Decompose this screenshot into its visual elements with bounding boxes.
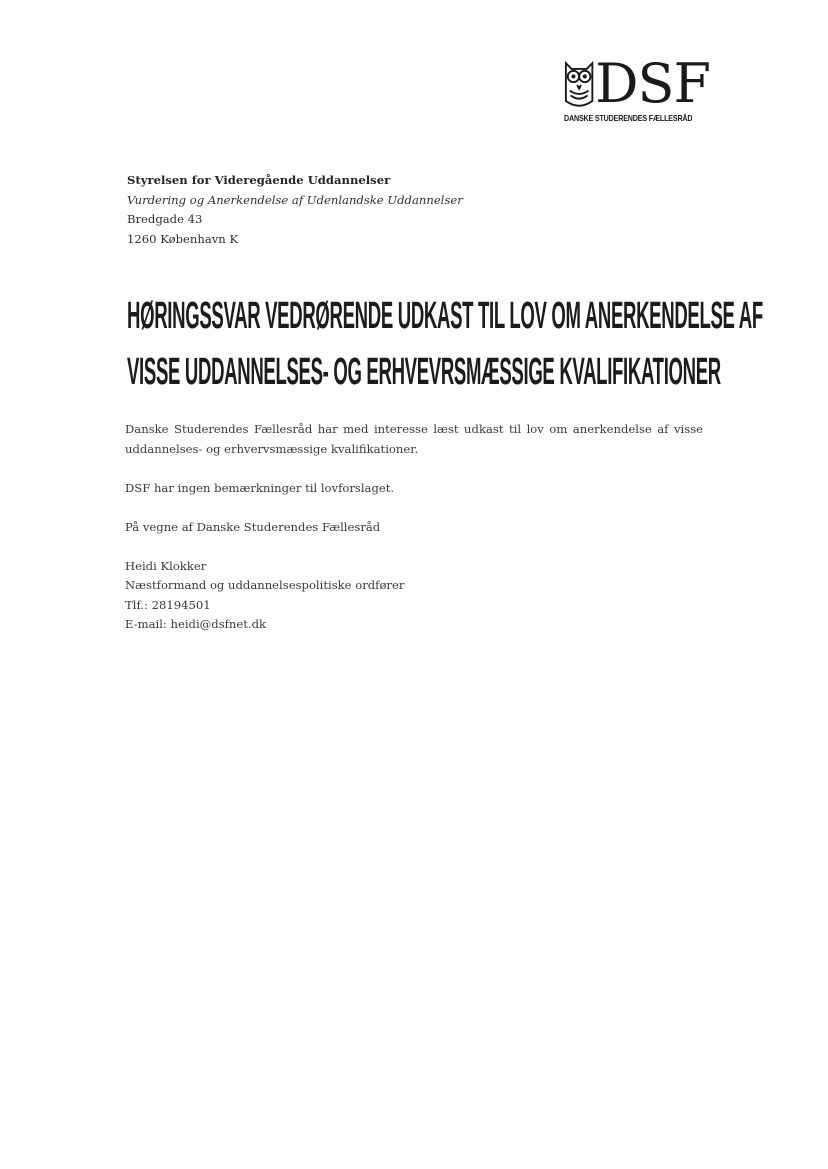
recipient-organization: Styrelsen for Videregående Uddannelser	[127, 173, 391, 187]
logo-subtitle: DANSKE STUDERENDES FÆLLESRÅD	[564, 113, 693, 123]
recipient-city: 1260 København K	[127, 231, 239, 246]
headline-line-2: VISSE UDDANNELSES- OG ERHVEVRSMÆSSIGE KVALIFIKATIONER	[127, 350, 721, 394]
body-paragraph-1: Danske Studerendes Fællesråd har med interesse læst udkast til lov om anerkendelse af visse uddannelses- og erhvervsmæssige kvalifikationer.	[125, 422, 703, 456]
recipient-department: Vurdering og Anerkendelse af Udenlandske Uddannelser	[127, 192, 463, 207]
letter-body	[125, 420, 703, 635]
body-paragraph-2: DSF har ingen bemærkninger til lovforslaget.	[125, 480, 395, 495]
signature-name: Heidi Klokker	[125, 558, 207, 573]
headline-line-1: HØRINGSSVAR VEDRØRENDE UDKAST TIL LOV OM ANERKENDELSE AF	[127, 294, 763, 338]
recipient-street: Bredgade 43	[127, 212, 203, 226]
dsf-logo	[564, 52, 710, 130]
signature-email: E-mail: heidi@dsfnet.dk	[125, 617, 267, 631]
signature-title: Næstformand og uddannelsespolitiske ordfører	[125, 578, 405, 592]
owl-icon	[564, 58, 594, 110]
logo-letters: DSF	[595, 52, 710, 115]
document-headline	[127, 288, 763, 400]
signature-phone: Tlf.: 28194501	[125, 597, 211, 612]
closing-line: På vegne af Danske Studerendes Fællesråd	[125, 519, 381, 534]
recipient-address	[127, 171, 463, 249]
